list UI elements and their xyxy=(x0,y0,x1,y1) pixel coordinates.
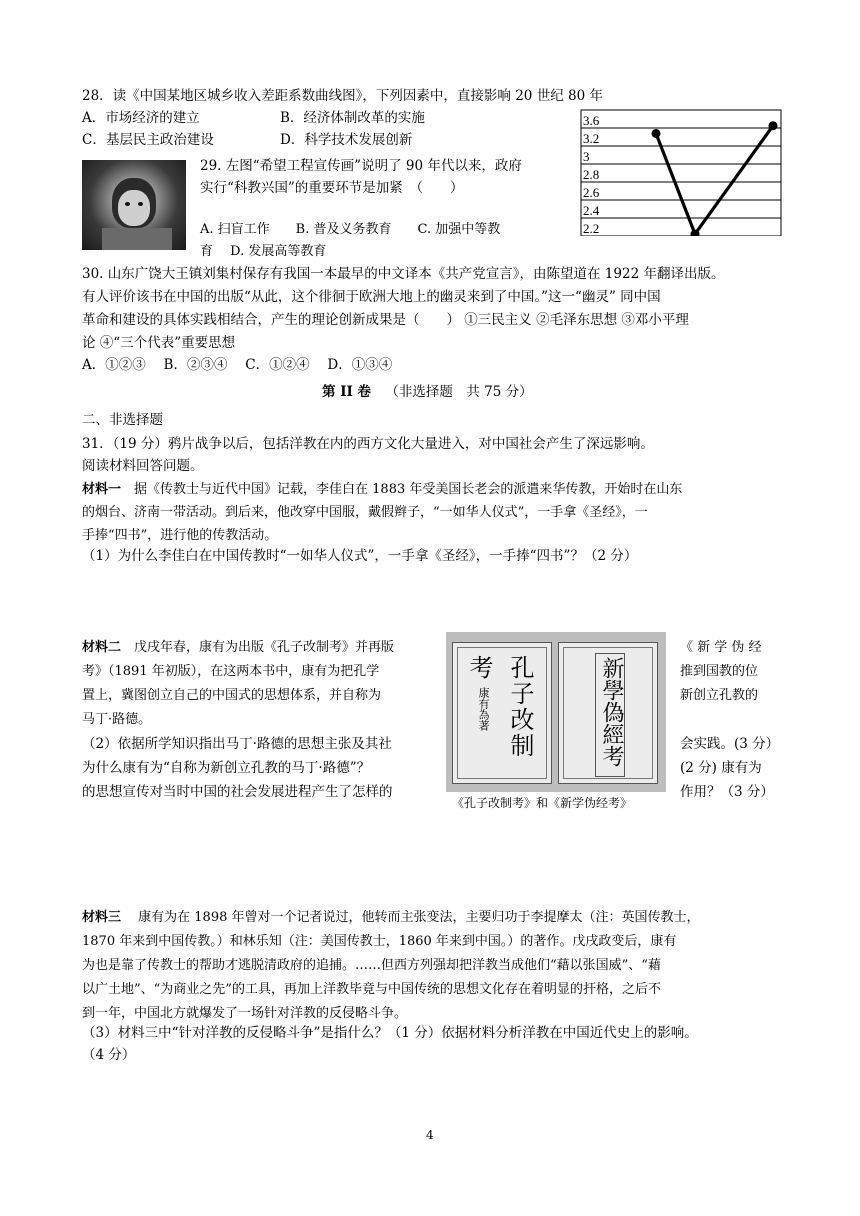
question-3-line1: （3）材料三中“针对洋教的反侵略斗争”是指什么？（1 分）依据材料分析洋教在中国近代史上的影响。 xyxy=(82,1025,698,1041)
material-3-label: 材料三 xyxy=(82,910,122,925)
question-2-right-line2: (2 分) 康有为 xyxy=(680,760,762,776)
book2-title-col2: 經考 xyxy=(599,723,624,767)
book-covers-image xyxy=(446,632,666,792)
chart-y-tick-label: 2.6 xyxy=(583,185,600,200)
material-2-line1: 戊戌年春，康有为出版《孔子改制考》并再版 xyxy=(121,640,395,655)
material-2-right-line3: 新创立孔教的 xyxy=(680,688,759,703)
material-3-line2: 1870 年来到中国传教。）和林乐知（注：美国传教士，1860 年来到中国。）的著作。戊戌政变后，康有 xyxy=(82,934,677,949)
q29-line1: 29. 左图“希望工程宣传画”说明了 90 年代以来，政府 xyxy=(200,158,522,174)
material-3-line1: 康有为在 1898 年曾对一个记者说过，他转而主张变法，主要归功于李提摩太（注：英国传教士， xyxy=(121,910,700,925)
book-cover-xinxue xyxy=(558,642,658,784)
chart-y-tick-label: 2.8 xyxy=(583,167,600,182)
material-1-line3: 手捧“四书”，进行他的传教活动。 xyxy=(82,528,278,543)
question-3 xyxy=(82,1022,698,1066)
chart-frame xyxy=(581,110,781,236)
book2-title-col1: 新學偽 xyxy=(599,657,624,723)
chart-y-tick-label: 2.4 xyxy=(583,203,600,218)
q29-options: A. 扫盲工作 B. 普及义务教育 C. 加强中等教 xyxy=(200,222,501,237)
chart-y-tick-label: 3.2 xyxy=(583,131,600,146)
question-2-line2: 为什么康有为“自称为新创立孔教的马丁·路德”？ xyxy=(82,760,371,776)
chart-y-tick-label: 2.2 xyxy=(583,221,600,236)
question-2-right xyxy=(680,732,779,804)
q30-line2: 有人评价该书在中国的出版“从此，这个徘徊于欧洲大地上的幽灵来到了中国。”这一“幽灵” 同中国 xyxy=(82,289,661,305)
question-3-line2: （4 分） xyxy=(82,1047,136,1063)
book1-title-col0: 考 xyxy=(465,655,493,679)
material-1-label: 材料一 xyxy=(82,482,122,497)
question-2-right-line3: 作用？（3 分） xyxy=(680,784,774,800)
q29-line2: 实行“科教兴国”的重要环节是加紧 （ ） xyxy=(200,180,464,196)
q31-intro-line2: 阅读材料回答问题。 xyxy=(82,458,204,474)
q31-intro-line1: 31．（19 分）鸦片战争以后，包括洋教在内的西方文化大量进入，对中国社会产生了深远影响。 xyxy=(82,436,654,452)
section-subtitle: （非选择题 共 75 分） xyxy=(385,384,533,400)
page-number: 4 xyxy=(426,1128,434,1142)
book-covers-caption: 《孔子改制考》和《新学伪经考》 xyxy=(452,796,633,810)
material-1 xyxy=(82,478,682,547)
material-3-line3: 为也是靠了传教士的帮助才逃脱清政府的追捕。……但西方列强却把洋教当成他们“藉以张国威”、“藉 xyxy=(82,958,661,973)
chart-y-tick-label: 3 xyxy=(583,149,590,164)
question-2-right-line1: 会实践。(3 分） xyxy=(680,736,780,752)
q30-line4: 论 ④“三个代表”重要思想 xyxy=(82,335,236,351)
material-2-line4: 马丁·路德。 xyxy=(82,712,152,727)
material-3 xyxy=(82,906,700,1026)
book-cover-kongzi xyxy=(452,642,552,784)
chart-y-tick-label: 3.6 xyxy=(583,113,600,128)
q28-stem: 28．读《中国某地区城乡收入差距系数曲线图》，下列因素中，直接影响 20 世纪 80 年 xyxy=(82,88,603,104)
question-2-line3: 的思想宣传对当时中国的社会发展进程产生了怎样的 xyxy=(82,784,393,800)
q28-option-b: B．经济体制改革的实施 xyxy=(280,110,425,126)
material-2-right-line2: 推到国教的位 xyxy=(680,664,759,679)
chart-data-point xyxy=(652,129,661,138)
q30-line3: 革命和建设的具体实践相结合，产生的理论创新成果是（ ） ①三民主义 ②毛泽东思想 ③邓小平理 xyxy=(82,312,689,328)
question-2-left xyxy=(82,732,393,804)
material-1-line1: 据《传教士与近代中国》记载，李佳白在 1883 年受美国长老会的派遣来华传教，开始时在山东 xyxy=(121,482,683,497)
material-2-right-line1: 《 新 学 伪 经 xyxy=(680,640,762,655)
section-title xyxy=(322,382,533,402)
question-1: （1）为什么李佳白在中国传教时“一如华人仪式”，一手拿《圣经》，一手捧“四书”？（2 分） xyxy=(82,548,638,564)
material-2-line3: 置上，冀图创立自己的中国式的思想体系，并自称为 xyxy=(82,688,382,703)
book1-title-col1: 孔子改 xyxy=(506,655,534,733)
part-heading: 二、非选择题 xyxy=(82,412,163,428)
material-1-line2: 的烟台、济南一带活动。到后来，他改穿中国服，戴假辫子，“一如华人仪式”，一手拿《圣经》，一 xyxy=(82,505,648,520)
material-3-line4: 以广土地”、“为商业之先”的工具，再加上洋教毕竟与中国传统的思想文化存在着明显的扞格，之后不 xyxy=(82,982,661,997)
section-title-main: 第 II 卷 xyxy=(322,384,372,400)
book1-title-col2: 制 xyxy=(506,733,534,757)
q29-options-cont: 育 D. 发展高等教育 xyxy=(200,244,327,259)
material-3-line5: 到一年，中国北方就爆发了一场针对洋教的反侵略斗争。 xyxy=(82,1006,408,1021)
material-2-label: 材料二 xyxy=(82,640,122,655)
q28-option-a: A．市场经济的建立 xyxy=(82,110,200,126)
material-2-line2: 考》（1891 年初版），在这两本书中，康有为把孔学 xyxy=(82,664,380,679)
hope-project-poster-image xyxy=(82,160,186,250)
q30-options: A．①②③ B．②③④ C．①②④ D．①③④ xyxy=(82,357,393,373)
income-gap-chart xyxy=(578,108,784,236)
material-2-left xyxy=(82,636,394,732)
material-2-right xyxy=(680,636,762,708)
q28-option-d: D．科学技术发展创新 xyxy=(280,132,413,148)
q30-line1: 30. 山东广饶大王镇刘集村保存有我国一本最早的中文译本《共产党宣言》，由陈望道在 1922 年翻译出版。 xyxy=(82,266,725,282)
q28-option-c: C．基层民主政治建设 xyxy=(82,132,214,148)
chart-data-point xyxy=(769,121,778,130)
question-2-line1: （2）依据所学知识指出马丁·路德的思想主张及其社 xyxy=(82,736,392,752)
book1-author: 康有為著 xyxy=(477,687,490,731)
